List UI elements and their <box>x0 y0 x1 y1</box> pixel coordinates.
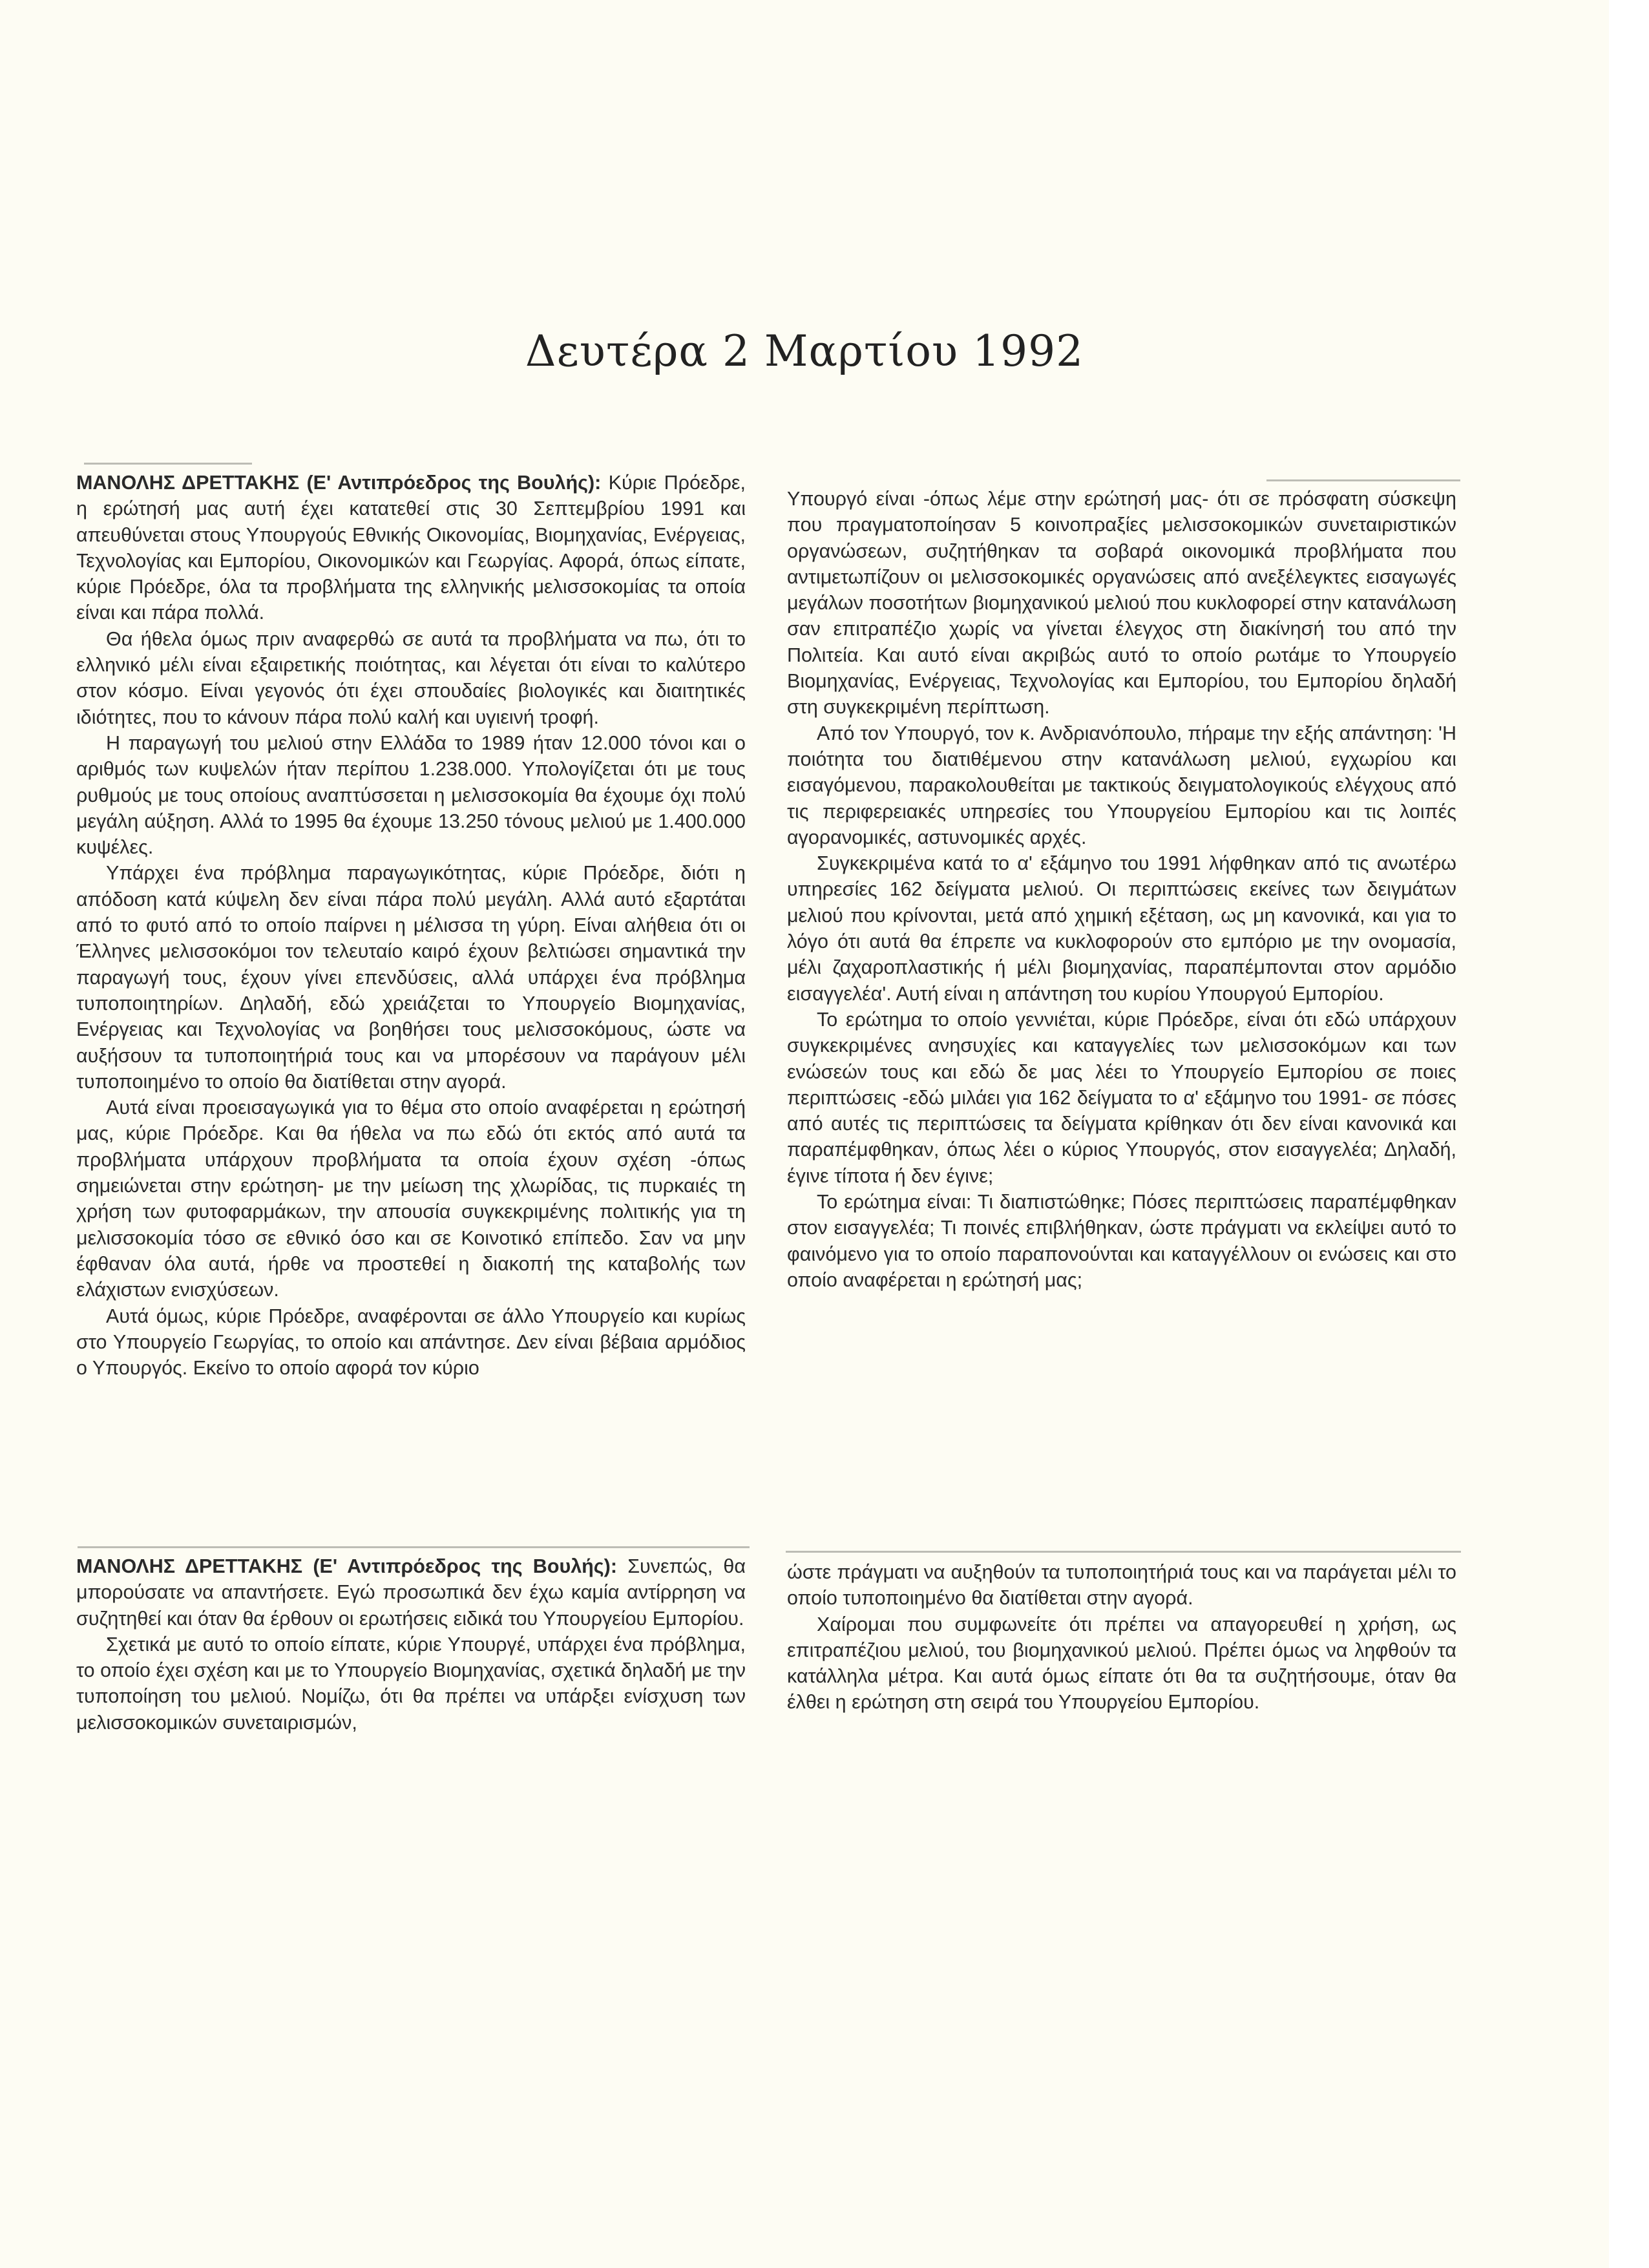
paragraph: Αυτά όμως, κύριε Πρόεδρε, αναφέρονται σε άλλο Υπουργείο και κυρίως στο Υπουργείο Γεωργίας, το οποίο και απάντησε. Δεν είναι βέβαια αρμόδιος ο Υπουργός. Εκείνο το οποίο αφορά τον κύριο <box>76 1305 746 1380</box>
clipping-top-rule-left <box>84 463 252 465</box>
paragraph: Υπουργό είναι -όπως λέμε στην ερώτησή μας- ότι σε πρόσφατη σύσκεψη που πραγματοποίησαν 5 κοινοπραξίες μελισσοκομικών συνεταιριστικών οργανώσεων, συζητήθηκαν τα σοβαρά οικονομικά προβλήματα που αντιμετωπίζουν οι μελισσοκομικές οργανώσεις από ανεξέλεγκτες εισαγωγές μεγάλων ποσοτήτων βιομηχανικού μελιού που κυκλοφορεί στην κατανάλωση σαν επιτραπέζιο χωρίς να γίνεται έλεγχος στη διακίνησή του από την Πολιτεία. Και αυτό είναι ακριβώς αυτό το οποίο ρωτάμε το Υπουργείο Βιομηχανίας, Ενέργειας, Τεχνολογίας και Εμπορίου, του Εμπορίου δηλαδή στη συγκεκριμένη περίπτωση. <box>787 488 1456 719</box>
paragraph: Υπάρχει ένα πρόβλημα παραγωγικότητας, κύριε Πρόεδρε, διότι η απόδοση κατά κύψελη δεν είναι πάρα πολύ μεγάλη. Αλλά αυτό εξαρτάται από το φυτό από το οποίο παίρνει η μέλισσα τη γύρη. Είναι αλήθεια ότι οι Έλληνες μελισσοκόμοι τον τελευταίο καιρό έχουν βελτιώσει σημαντικά την παραγωγή τους, έχουν γίνει επενδύσεις, αλλά υπάρχει ένα πρόβλημα τυποποιητηρίων. Δηλαδή, εδώ χρειάζεται το Υπουργείο Βιομηχανίας, Ενέργειας και Τεχνολογίας να βοηθήσει τους μελισσοκόμους, ώστε να αυξήσουν τα τυποποιητήριά τους και να μπορέσουν να παράγουν μέλι τυποποιημένο το οποίο θα διατίθεται στην αγορά. <box>76 862 746 1093</box>
paragraph: ώστε πράγματι να αυξηθούν τα τυποποιητήριά τους και να παράγεται μέλι το οποίο τυποποιημένο θα διατίθεται στην αγορά. <box>787 1561 1456 1610</box>
paragraph: Το ερώτημα το οποίο γεννιέται, κύριε Πρόεδρε, είναι ότι εδώ υπάρχουν συγκεκριμένες ανησυχίες και καταγγελίες των μελισσοκόμων και των ενώσεών τους και εδώ δε μας λέει το Υπουργείο Εμπορίου σε ποιες περιπτώσεις -εδώ μιλάει για 162 δείγματα το α' εξάμηνο του 1991- σε πόσες από αυτές τις περιπτώσεις τα δείγματα κρίθηκαν ότι δεν είναι κανονικά και παραπέμφθηκαν, όπως λέει ο κύριος Υπουργός, στον εισαγγελέα; Δηλαδή, έγινε τίποτα ή δεν έγινε; <box>787 1008 1456 1187</box>
paragraph <box>76 470 746 626</box>
clipping-1-right-column <box>787 486 1456 1293</box>
paragraph: Από τον Υπουργό, τον κ. Ανδριανόπουλο, πήραμε την εξής απάντηση: 'Η ποιότητα του διατιθέμενου στην κατανάλωση μελιού, εγχωρίου και εισαγόμενου, παρακολουθείται με τακτικούς δειγματολογικούς ελέγχους από τις περιφερειακές υπηρεσίες του Υπουργείου Εμπορίου και τις λοιπές αγορανομικές, αστυνομικές αρχές. <box>787 722 1456 848</box>
clipping-2-left-column <box>76 1553 746 1736</box>
paragraph: Αυτά είναι προεισαγωγικά για το θέμα στο οποίο αναφέρεται η ερώτησή μας, κύριε Πρόεδρε. Και θα ήθελα να πω εδώ ότι εκτός από αυτά τα προβλήματα υπάρχουν προβλήματα τα οποία έχουν σχέση -όπως σημειώνεται στην ερώτηση- με την μείωση της χλωρίδας, τις πυρκαιές τη χρήση των φυτοφαρμάκων, την απουσία συγκεκριμένης πολιτικής για τη μελισσοκομία τόσο σε εθνικό όσο και σε Κοινοτικό επίπεδο. Σαν να μην έφθαναν όλα αυτά, ήρθε να προστεθεί η διακοπή της καταβολής των ελάχιστων ενισχύσεων. <box>76 1097 746 1301</box>
clipping-2-right-column <box>787 1559 1456 1716</box>
paragraph: Σχετικά με αυτό το οποίο είπατε, κύριε Υπουργέ, υπάρχει ένα πρόβλημα, το οποίο έχει σχέση και με το Υπουργείο Βιομηχανίας, σχετικά δηλαδή με την τυποποίηση του μελιού. Νομίζω, ότι θα πρέπει να υπάρξει ενίσχυση των μελισσοκομικών συνεταιρισμών, <box>76 1633 746 1734</box>
clipping-top-rule-right <box>1266 479 1460 481</box>
speaker-name: ΜΑΝΟΛΗΣ ΔΡΕΤΤΑΚΗΣ (Ε' Αντιπρόεδρος της Βουλής): <box>76 1555 617 1577</box>
clipping-1-left-column <box>76 470 746 1381</box>
paragraph: Συγκεκριμένα κατά το α' εξάμηνο του 1991 λήφθηκαν από τις ανωτέρω υπηρεσίες 162 δείγματα μελιού. Οι περιπτώσεις εκείνες των δειγμάτων μελιού που κρίνονται, μετά από χημική εξέταση, ως μη κανονικά, και για το λόγο ότι αυτά θα έπρεπε να κυκλοφορούν στο εμπόριο με την ονομασία, μέλι ζαχαροπλαστικής ή μέλι βιομηχανίας, παραπέμπονται στον αρμόδιο εισαγγελέα'. Αυτή είναι η απάντηση του κυρίου Υπουργού Εμπορίου. <box>787 852 1456 1005</box>
paragraph <box>76 1553 746 1632</box>
clipping-2-top-rule-left <box>78 1546 750 1548</box>
paragraph: Το ερώτημα είναι: Τι διαπιστώθηκε; Πόσες περιπτώσεις παραπέμφθηκαν στον εισαγγελέα; Τι ποινές επιβλήθηκαν, ώστε πράγματι να εκλείψει αυτό το φαινόμενο για το οποίο παραπονούνται και καταγγέλλουν οι ενώσεις και στο οποίο αναφέρεται η ερώτησή μας; <box>787 1191 1456 1291</box>
paragraph: Θα ήθελα όμως πριν αναφερθώ σε αυτά τα προβλήματα να πω, ότι το ελληνικό μέλι είναι εξαιρετικής ποιότητας, και λέγεται ότι είναι το καλύτερο στον κόσμο. Είναι γεγονός ότι έχει σπουδαίες βιολογικές και διαιτητικές ιδιότητες, που το κάνουν πάρα πολύ καλή και υγιεινή τροφή. <box>76 627 746 728</box>
paragraph: Χαίρομαι που συμφωνείτε ότι πρέπει να απαγορευθεί η χρήση, ως επιτραπέζιου μελιού, του βιομηχανικού μελιού. Πρέπει όμως να ληφθούν τα κατάλληλα μέτρα. Και αυτά όμως είπατε ότι θα τα συζητήσουμε, όταν θα έλθει η ερώτηση στη σειρά του Υπουργείου Εμπορίου. <box>787 1613 1456 1714</box>
page-date-heading: Δευτέρα 2 Μαρτίου 1992 <box>525 326 1084 376</box>
paragraph-text: Κύριε Πρόεδρε, η ερώτησή μας αυτή έχει κατατεθεί στις 30 Σεπτεμβρίου 1991 και απευθύνεται στους Υπουργούς Εθνικής Οικονομίας, Βιομηχανίας, Ενέργειας, Τεχνολογίας και Εμπορίου, Οικονομικών και Γεωργίας. Αφορά, όπως είπατε, κύριε Πρόεδρε, όλα τα προβλήματα της ελληνικής μελισσοκομίας τα οποία είναι και πάρα πολλά. <box>76 472 746 624</box>
paragraph-text: Συνεπώς, θα μπορούσατε να απαντήσετε. Εγώ προσωπικά δεν έχω καμία αντίρρηση να συζητηθεί και όταν θα έρθουν οι ερωτήσεις ειδικά του Υπουργείου Εμπορίου. <box>76 1555 746 1630</box>
clipping-2-top-rule-right <box>786 1551 1461 1553</box>
speaker-name: ΜΑΝΟΛΗΣ ΔΡΕΤΤΑΚΗΣ (Ε' Αντιπρόεδρος της Βουλής): <box>76 472 602 494</box>
paragraph: Η παραγωγή του μελιού στην Ελλάδα το 1989 ήταν 12.000 τόνοι και ο αριθμός των κυψελών ήταν περίπου 1.238.000. Υπολογίζεται ότι με τους ρυθμούς με τους οποίους αναπτύσσεται η μελισσοκομία θα έχουμε όχι πολύ μεγάλη αύξηση. Αλλά το 1995 θα έχουμε 13.250 τόνους μελιού με 1.400.000 κυψέλες. <box>76 731 746 859</box>
